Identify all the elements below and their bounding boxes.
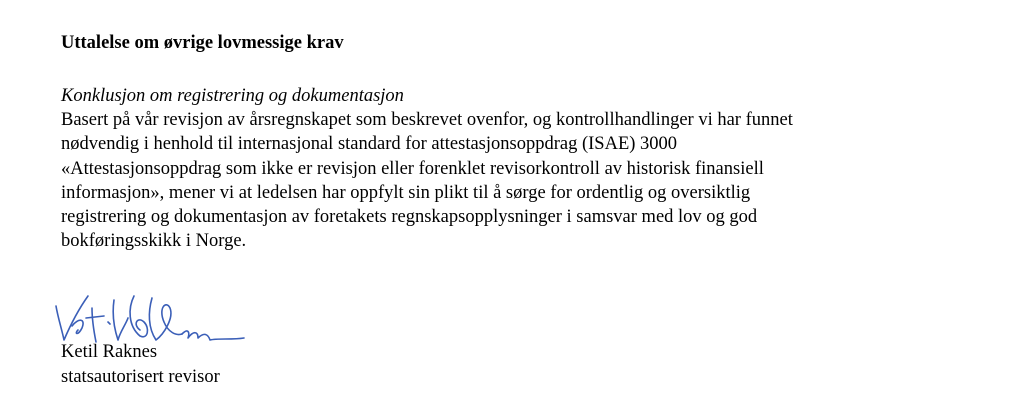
paragraph-line: bokføringsskikk i Norge. [61,231,247,252]
conclusion-paragraph [61,108,961,254]
signer-name: Ketil Raknes [61,342,158,362]
paragraph-line: informasjon», mener vi at ledelsen har oppfylt sin plikt til å sørge for ordentlig og oversiktlig [61,182,751,203]
conclusion-subheading: Konklusjon om registrering og dokumentasjon [61,86,404,106]
paragraph-line: registrering og dokumentasjon av foretakets regnskapsopplysninger i samsvar med lov og god [61,207,758,228]
paragraph-line: nødvendig i henhold til internasjonal standard for attestasjonsoppdrag (ISAE) 3000 [61,134,678,155]
paragraph-line: Basert på vår revisjon av årsregnskapet som beskrevet ovenfor, og kontrollhandlinger vi har funnet [61,110,793,130]
paragraph-line: «Attestasjonsoppdrag som ikke er revisjon eller forenklet revisorkontroll av historisk finansiell [61,158,764,179]
section-heading: Uttalelse om øvrige lovmessige krav [61,33,344,53]
signer-title: statsautorisert revisor [61,367,220,387]
